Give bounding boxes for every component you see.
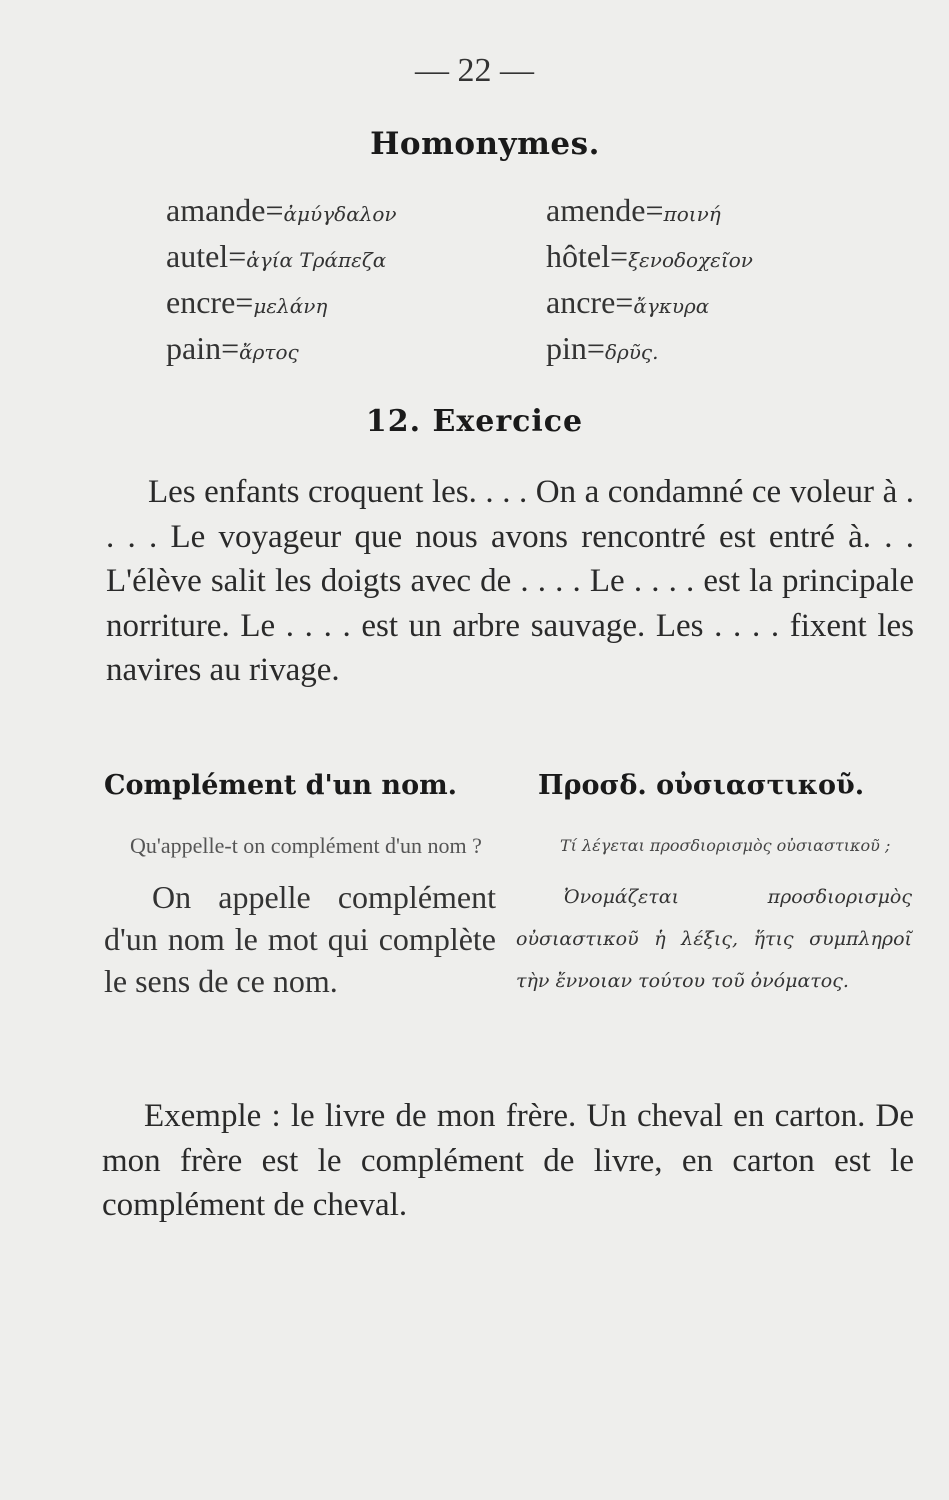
greek-column xyxy=(516,830,912,1002)
example-text: Exemple : le livre de mon frère. Un cheval en carton. De mon frère est le complément de livre, en carton est le complément de cheval. xyxy=(102,1098,914,1223)
question-french: Qu'appelle-t on complément d'un nom ? xyxy=(130,833,482,858)
homonym-row xyxy=(166,284,866,330)
heading-french: Complément d'un nom. xyxy=(104,770,458,801)
homonyms-list xyxy=(166,192,866,376)
french-column xyxy=(104,830,496,1002)
homonym-greek: δρῦς. xyxy=(604,340,659,364)
homonym-greek: μελάνη xyxy=(253,294,328,318)
homonym-row xyxy=(166,192,866,238)
homonym-greek: ἁγία Τράπεζα xyxy=(246,248,387,272)
homonym-row xyxy=(166,238,866,284)
exercise-text: Les enfants croquent les. . . . On a condamné ce voleur à . . . . Le voyageur que nous avons rencontré est entré à. . . L'élève salit les doigts avec de . . . . Le . . . . est la principale norriture. Le . . . . est un arbre sauvage. Les . . . . fixent les navires au rivage. xyxy=(106,474,914,688)
answer-french: On appelle complément d'un nom le mot qui complète le sens de ce nom. xyxy=(104,879,496,999)
homonym-french: hôtel= xyxy=(546,238,629,274)
homonym-greek: ἄρτος xyxy=(239,340,299,364)
homonym-greek: ποινή xyxy=(663,202,721,226)
homonym-french: amande= xyxy=(166,192,284,228)
heading-greek: Προσδ. οὐσιαστικοῦ. xyxy=(538,770,865,801)
homonym-row xyxy=(166,330,866,376)
homonyms-title: Homonymes. xyxy=(370,126,600,162)
answer-greek: Ὀνομάζεται προσδιορισμὸς οὐσιαστικοῦ ἡ λέξις, ἥτις συμπληροῖ τὴν ἔννοιαν τούτου τοῦ ὀνόματος. xyxy=(516,886,912,992)
homonym-french: pin= xyxy=(546,330,605,366)
homonym-french: ancre= xyxy=(546,284,634,320)
homonym-greek: ἄγκυρα xyxy=(633,294,710,318)
homonym-french: amende= xyxy=(546,192,664,228)
page-number: — 22 — xyxy=(415,52,534,89)
question-greek: Τί λέγεται προσδιορισμὸς οὐσιαστικοῦ ; xyxy=(560,836,891,855)
exercise-title: 12. Exercice xyxy=(365,404,584,439)
homonym-french: encre= xyxy=(166,284,254,320)
homonym-greek: ξενοδοχεῖον xyxy=(628,248,753,272)
homonym-greek: ἀμύγδαλον xyxy=(283,202,397,226)
homonym-french: pain= xyxy=(166,330,240,366)
homonym-french: autel= xyxy=(166,238,247,274)
